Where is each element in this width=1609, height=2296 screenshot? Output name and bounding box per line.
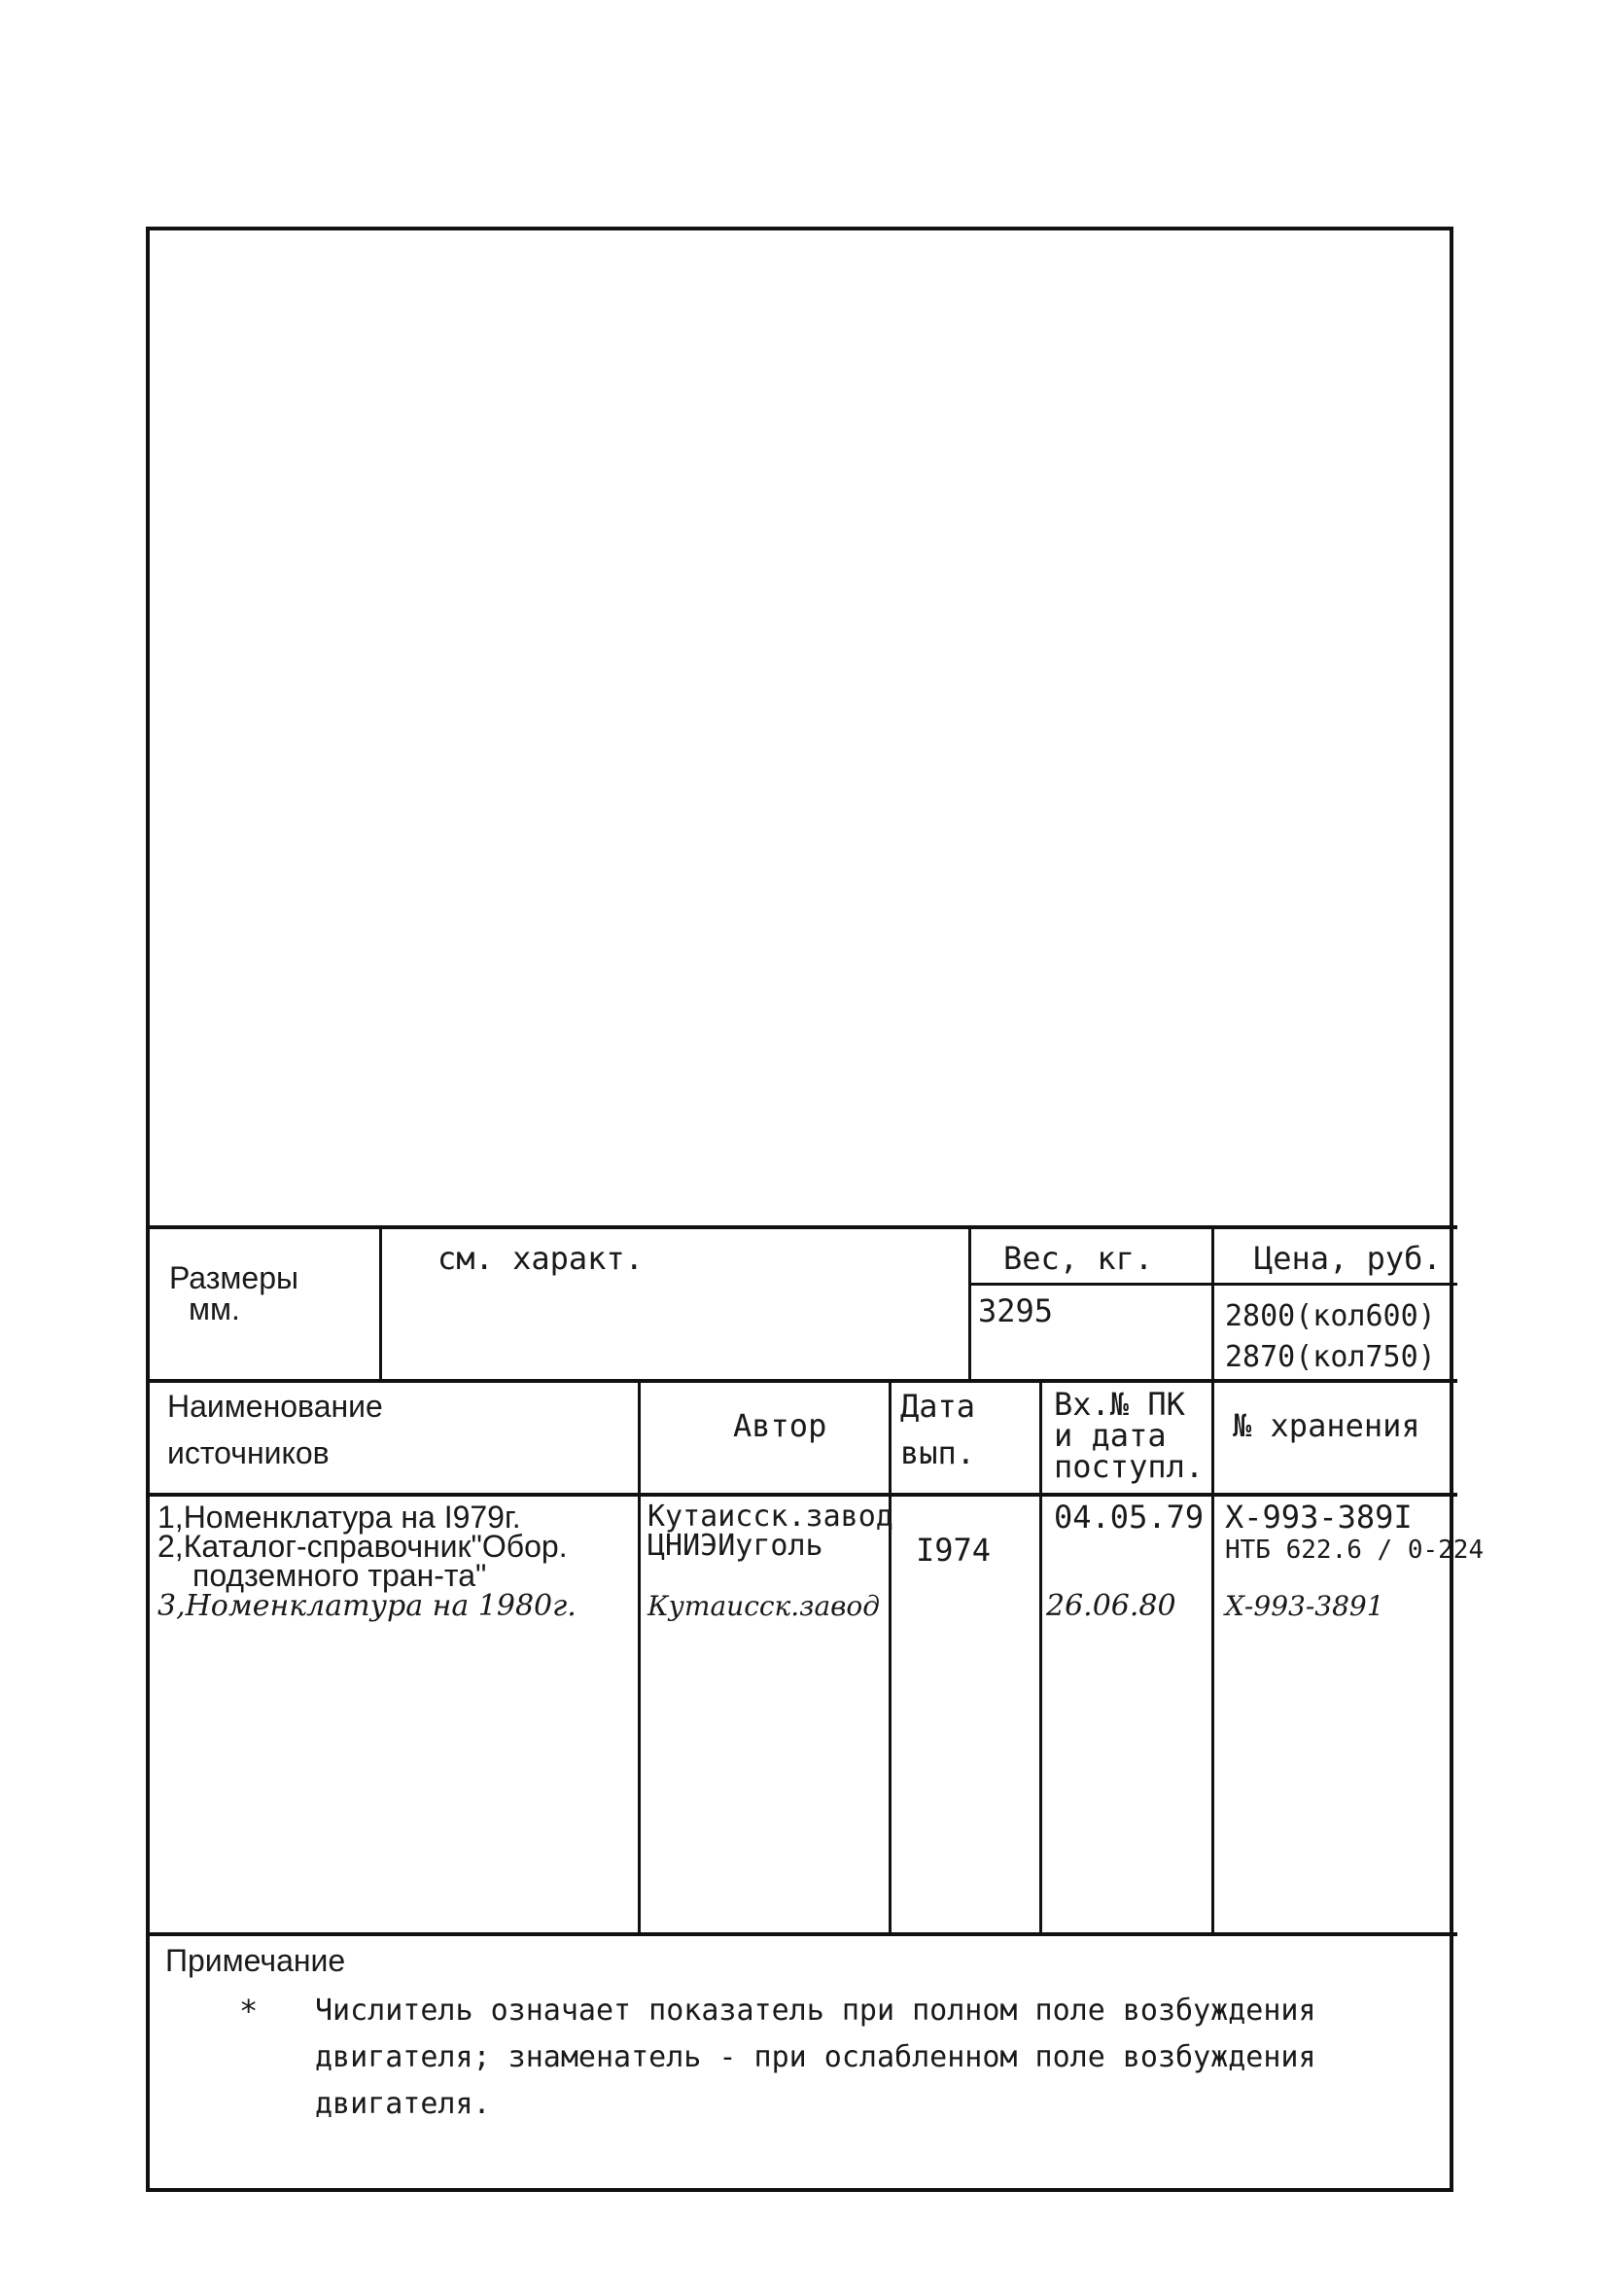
rule-col-author: [638, 1379, 641, 1932]
rule-columns-bottom: [150, 1493, 1457, 1497]
rule-weight: [1211, 1225, 1214, 1379]
rule-dim-label: [379, 1225, 382, 1379]
price-value-1: 2800(кол600): [1225, 1299, 1436, 1333]
row1-author: Кутаисск.завод: [647, 1500, 893, 1534]
note-label: Примечание: [165, 1943, 346, 1978]
rule-columns-top: [150, 1379, 1457, 1383]
row2-name-line1: 2,Каталог-справочник"Обор.: [157, 1529, 568, 1564]
note-line-2: двигателя; знаменатель - при ослабленном поле возбуждения: [315, 2040, 1316, 2074]
dimensions-value: см. характ.: [437, 1240, 644, 1277]
col-storage-header: № хранения: [1233, 1407, 1420, 1444]
row2-author: ЦНИЭИуголь: [647, 1529, 823, 1563]
row3-name: 3,Номенклатура на 1980г.: [157, 1589, 577, 1623]
col-received-header-line2: и дата: [1054, 1417, 1167, 1454]
row2-name-line2: подземного тран-та": [192, 1558, 487, 1593]
col-name-header-line1: Наименование: [167, 1389, 383, 1424]
catalog-card: [146, 227, 1485, 2192]
row1-storage: Х-993-389I: [1225, 1499, 1413, 1536]
col-date-header-line2: вып.: [900, 1434, 976, 1471]
weight-label: Вес, кг.: [1003, 1240, 1154, 1277]
row1-name: 1,Номенклатура на I979г.: [157, 1500, 521, 1535]
rule-note-top: [150, 1932, 1457, 1936]
note-line-3: двигателя.: [315, 2087, 491, 2121]
dimensions-label-line1: Размеры: [169, 1260, 298, 1295]
rule-col-date: [889, 1379, 892, 1932]
col-received-header-line3: поступл.: [1054, 1448, 1205, 1485]
rule-col-received: [1039, 1379, 1042, 1932]
price-value-2: 2870(кол750): [1225, 1340, 1436, 1374]
rule-dim-value: [968, 1225, 971, 1379]
price-label: Цена, руб.: [1254, 1240, 1442, 1277]
col-received-header-line1: Вх.№ ПК: [1054, 1386, 1185, 1423]
rule-col-storage: [1211, 1379, 1214, 1932]
row2-storage: НТБ 622.6 / 0-224: [1225, 1536, 1485, 1565]
row3-received: 26.06.80: [1046, 1589, 1176, 1623]
dimensions-label-line2: мм.: [189, 1291, 240, 1326]
rule-header-top: [150, 1225, 1457, 1229]
weight-value: 3295: [978, 1292, 1054, 1329]
note-line-1: Числитель означает показатель при полном поле возбуждения: [315, 1994, 1316, 2028]
col-author-header: Автор: [733, 1407, 827, 1444]
col-name-header-line2: источников: [167, 1435, 330, 1470]
col-date-header-line1: Дата: [900, 1388, 976, 1425]
row3-author: Кутаисск.завод: [647, 1590, 881, 1622]
row2-date: I974: [916, 1532, 992, 1569]
row1-received: 04.05.79: [1054, 1499, 1205, 1536]
row3-storage: Х-993-3891: [1225, 1590, 1384, 1622]
note-marker: *: [239, 1993, 259, 2030]
